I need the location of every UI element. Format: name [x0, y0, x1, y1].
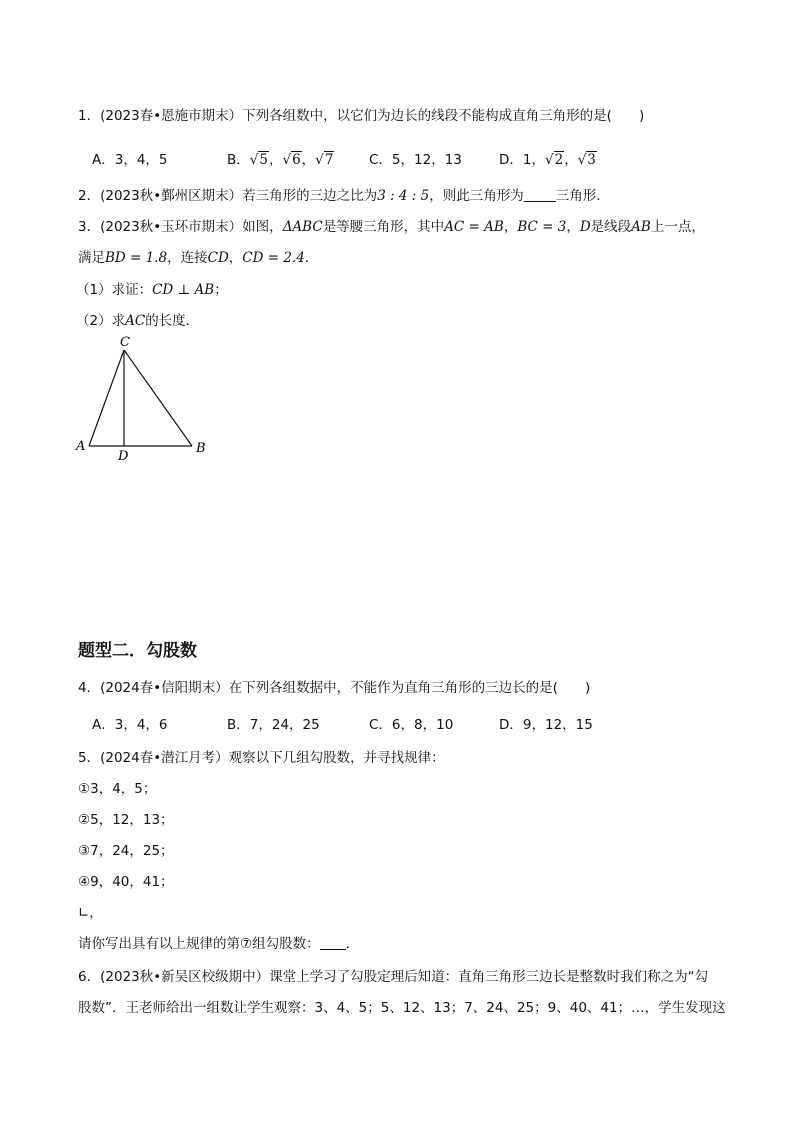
segment-cb: [124, 350, 192, 446]
q5-ask-pre: 请你写出具有以上规律的第⑦组勾股数：: [78, 936, 320, 952]
q3-perpendicular: CD ⊥ AB: [152, 282, 215, 298]
q1-option-c: C．5，12，13: [369, 152, 462, 168]
q3-ac: AC: [125, 313, 146, 329]
q4-stem: 4．(2024春•信阳期末）在下列各组数据中，不能作为直角三角形的三边长的是( ): [78, 680, 591, 696]
q3-l1-t5: 上一点，: [650, 219, 705, 235]
q1-option-d-root2: √3: [577, 152, 596, 168]
q1-option-b-root2: √6: [282, 152, 301, 168]
q3-l2-t1: ，连接: [167, 250, 208, 266]
q5-stem: 5．(2024春•潜江月考）观察以下几组勾股数，并寻找规律：: [78, 750, 445, 766]
q3-p1-post: ；: [214, 282, 228, 298]
q3-segment-ab: AB: [631, 219, 651, 235]
q5-ask-post: ．: [345, 936, 360, 952]
q3-bc-eq-3: BC = 3: [517, 219, 567, 235]
label-d: D: [118, 449, 129, 464]
q5-item-1: ①3，4，5；: [78, 781, 157, 797]
q3-triangle-abc: ΔABC: [282, 219, 323, 235]
q2-text-pre: 2．(2023秋•鄞州区期末）若三角形的三边之比为: [78, 188, 378, 204]
q2-answer-blank[interactable]: [524, 187, 556, 202]
q2-text-post: ，则此三角形为: [429, 188, 524, 204]
q3-cd: CD: [207, 250, 229, 266]
q1-option-b: B．√5，√6，√7: [227, 152, 334, 168]
q3-l1-t1: 是等腰三角形，其中: [322, 219, 445, 235]
q3-p1-pre: （1）求证：: [76, 282, 153, 298]
q3-l1-t4: 是线段: [590, 219, 632, 235]
q3-part2: [76, 311, 199, 331]
q3-triangle-figure: [70, 330, 220, 465]
q3-l1-t3: ，: [566, 219, 580, 235]
q3-l2-t2: ，: [228, 250, 243, 266]
q6-line1: 6．(2023秋•新吴区校级期中）课堂上学习了勾股定理后知道：直角三角形三边长是整数时我们称之为“勾: [78, 969, 709, 985]
q2-stem: [78, 186, 610, 206]
q3-point-d: D: [579, 219, 591, 235]
q5-item-4: ④9，40，41；: [78, 874, 174, 890]
q3-l1-pre: 3．(2023秋•玉环市期末）如图，: [78, 219, 283, 235]
q3-l2-t3: ．: [304, 250, 319, 266]
q2-ratio: 3 : 4 : 5: [377, 188, 430, 204]
q1-option-d-prefix: D．1，: [499, 152, 545, 168]
q3-line1: [78, 217, 705, 237]
q1-option-b-root3: √7: [315, 152, 334, 168]
q3-part1: [76, 280, 228, 300]
q5-item-3: ③7，24，25；: [78, 843, 174, 859]
q5-item-ellipsis: ∟，: [78, 905, 103, 921]
q3-line2: [78, 248, 318, 268]
q1-option-b-root1: √5: [249, 152, 268, 168]
q3-l1-t2: ，: [503, 219, 518, 235]
q5-item-2: ②5，12，13；: [78, 812, 174, 828]
q3-ac-eq-ab: AC = AB: [444, 219, 504, 235]
q4-option-c: C．6，8，10: [369, 717, 454, 733]
q3-p2-pre: （2）求: [76, 313, 126, 329]
q3-bd-eq: BD = 1.8: [105, 250, 168, 266]
label-a: A: [76, 439, 86, 454]
label-b: B: [196, 441, 206, 456]
q1-option-d-root1: √2: [544, 152, 564, 168]
q1-option-d: D．1，√2，√3: [499, 152, 596, 168]
label-c: C: [120, 335, 130, 350]
q6-line2: 股数”．王老师给出一组数让学生观察：3、4、5；5、12、13；7、24、25；9、40、41；…，学生发现这: [78, 1000, 726, 1016]
q1-option-b-prefix: B．: [227, 152, 250, 168]
q4-option-d: D．9，12，15: [499, 717, 593, 733]
segment-ac: [89, 350, 124, 446]
q4-option-a: A．3，4，6: [92, 717, 168, 733]
q4-option-b: B．7，24，25: [227, 717, 320, 733]
q2-text-tail: 三角形．: [555, 188, 610, 204]
q3-l2-pre: 满足: [78, 250, 105, 266]
q1-option-a: A．3，4，5: [92, 152, 168, 168]
q5-answer-blank[interactable]: [320, 935, 346, 950]
q3-cd-eq: CD = 2.4: [242, 250, 305, 266]
q5-ask: [78, 934, 359, 954]
q1-stem: 1．(2023春•恩施市期末）下列各组数中，以它们为边长的线段不能构成直角三角形的是( ): [78, 108, 645, 124]
q3-p2-post: 的长度．: [145, 313, 200, 329]
section-title: 题型二．勾股数: [78, 641, 197, 661]
